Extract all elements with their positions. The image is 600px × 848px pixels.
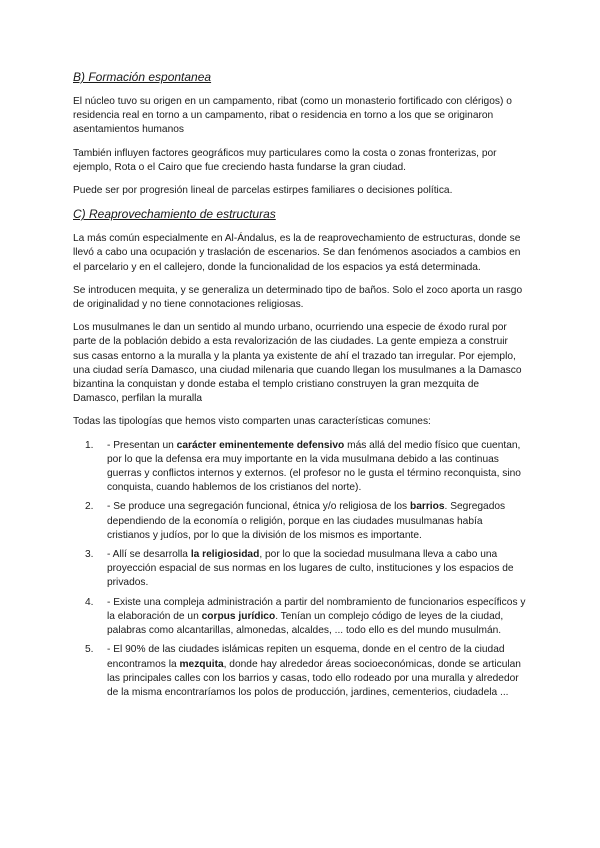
list-text: . Tenían un complejo código de leyes de la ciudad, palabras como alcantarillas, almonedas, alcaldes, ... todo ello es del mundo musulmán. bbox=[107, 610, 504, 637]
list-text: - Presentan un bbox=[107, 439, 177, 451]
list-number: 4. bbox=[85, 596, 94, 608]
list-number: 1. bbox=[85, 439, 94, 451]
list-text: . Segregados dependiendo de la economía o religión, porque en las ciudades musulmanas había cristianos y judíos, por lo que la división de los mismos es importante. bbox=[107, 501, 506, 541]
list-bold-term: la religiosidad bbox=[190, 549, 260, 561]
list-number: 2. bbox=[85, 501, 94, 513]
list-item bbox=[85, 439, 526, 496]
list-number: 5. bbox=[85, 644, 94, 656]
section-c-paragraph: La más común especialmente en Al-Ándalus, es la de reaprovechamiento de estructuras, donde se llevó a cabo una ocupación y traslación de escenarios. Se dan fenómenos asociados a cambios en el parcelario y en el callejero, donde la funcionalidad de los espacios ya está determinada. bbox=[73, 233, 521, 273]
section-b-paragraph: También influyen factores geográficos muy particulares como la costa o zonas fronterizas, por ejemplo, Rota o el Cairo que fue creciendo hasta fundarse la gran ciudad. bbox=[73, 147, 497, 173]
list-bold-term: mezquita bbox=[179, 658, 224, 670]
characteristics-list bbox=[73, 439, 526, 700]
section-c-paragraph: Los musulmanes le dan un sentido al mundo urbano, ocurriendo una especie de éxodo rural por parte de la población debido a esta revalorización de las ciudades. La gente empieza a construir sus casas entorno a la muralla y la planta ya existente de ahí el trazado tan irregular. Por ejemplo, una ciudad sería Damasco, una ciudad milenaria que cuando llegan los musulmanes a la Damasco bizantina la conquistan y donde estaba el templo cristiano construyen la gran mezquita de Damasco, perfilan la muralla bbox=[73, 322, 522, 405]
list-bold-term: carácter eminentemente defensivo bbox=[176, 439, 345, 451]
list-text: , donde hay alrededor áreas socioeconómicas, donde se articulan las principales calles con los barrios y casas, todo ello rodeado por una muralla y alrededor de la misma encontraríamos los polos de producción, jardines, cementerios, ciudadela ... bbox=[107, 658, 521, 698]
list-number: 3. bbox=[85, 549, 94, 561]
list-text: más allá del medio físico que cuentan, por lo que la defensa era muy importante en la vida musulmana debido a las continuas guerras y conflictos internos y externos. (el profesor no le gusta el término reconquista, sino conquista, cuando hablemos de los cristianos del norte). bbox=[107, 439, 521, 494]
section-c-paragraph: Todas las tipologías que hemos visto comparten unas características comunes: bbox=[73, 416, 431, 428]
section-c-paragraph: Se introducen mequita, y se generaliza un determinado tipo de baños. Solo el zoco aporta un rasgo de originalidad y no tiene connotaciones religiosas. bbox=[73, 284, 523, 311]
list-item bbox=[85, 500, 526, 543]
list-text: , por lo que la sociedad musulmana lleva a cabo una proyección espacial de sus normas en los lugares de culto, instituciones y los espacios de privados. bbox=[107, 549, 514, 589]
section-b-paragraph: Puede ser por progresión lineal de parcelas estirpes familiares o decisiones política. bbox=[73, 185, 453, 197]
list-text: - Se produce una segregación funcional, étnica y/o religiosa de los bbox=[107, 501, 410, 513]
section-b-paragraph: El núcleo tuvo su origen en un campamento, ribat (como un monasterio fortificado con clérigos) o residencia real en torno a un campamento, ribat o residencia en torno a los que se originaron asentamientos humanos bbox=[73, 96, 512, 136]
list-text: - Allí se desarrolla bbox=[107, 549, 191, 561]
section-c-heading: C) Reaprovechamiento de estructuras bbox=[73, 207, 276, 222]
list-item bbox=[85, 643, 526, 700]
list-text: - Existe una compleja administración a partir del nombramiento de funcionarios específicos y la elaboración de un bbox=[107, 596, 526, 622]
section-b-heading: B) Formación espontanea bbox=[73, 70, 212, 84]
list-item bbox=[85, 548, 526, 591]
list-bold-term: corpus jurídico bbox=[201, 610, 276, 622]
list-item bbox=[85, 596, 526, 639]
list-text: - El 90% de las ciudades islámicas repiten un esquema, donde en el centro de la ciudad encontramos la bbox=[107, 644, 505, 670]
list-bold-term: barrios bbox=[409, 501, 445, 513]
